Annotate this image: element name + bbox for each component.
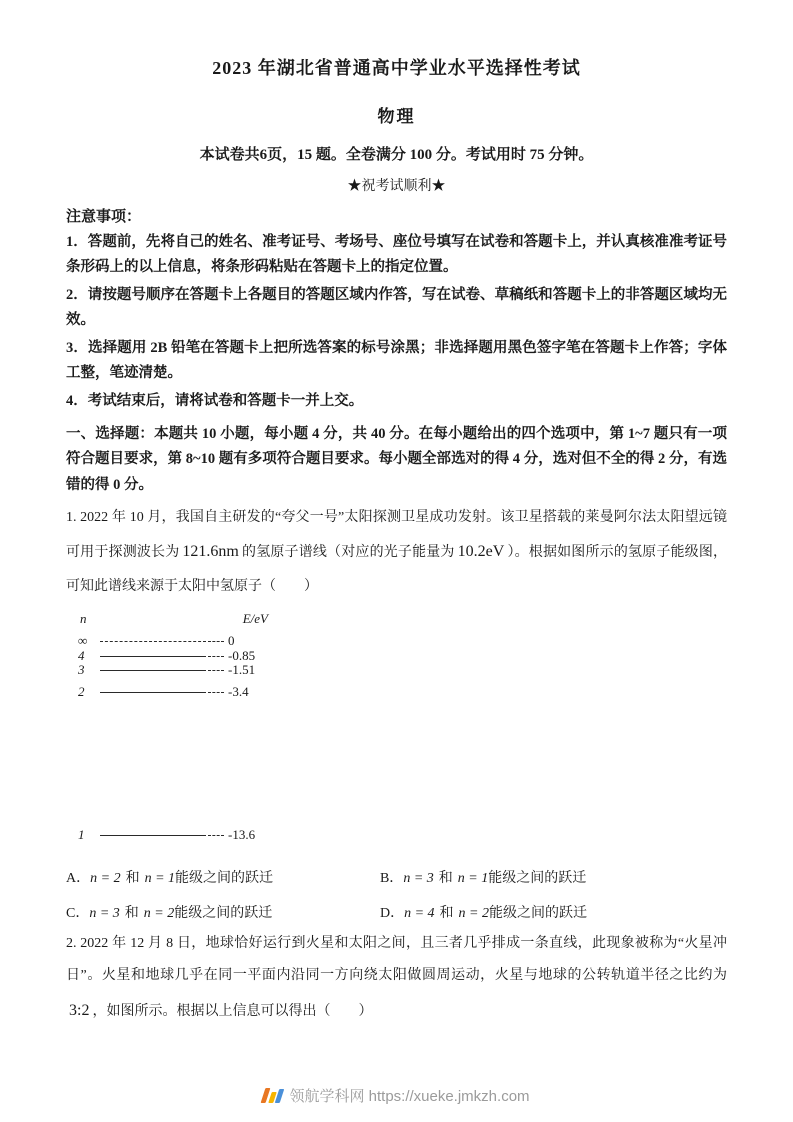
notice-title: 注意事项：: [66, 209, 142, 225]
site-footer: [0, 1085, 793, 1106]
exam-info-line: 本试卷共6页，15 题。全卷满分 100 分。考试用时 75 分钟。: [199, 147, 594, 163]
level-energy-label: -0.85: [228, 648, 256, 664]
question-1-text: ）。根据如图所示的氢原子能级图，可知此谱线来源于太阳中氢原子（ ）: [66, 545, 728, 595]
question-2-text: ，如图所示。根据以上信息可以得出（ ）: [92, 1003, 373, 1019]
level-n-label: 4: [78, 648, 85, 664]
level-connector-dash: [208, 670, 224, 671]
section-heading-choice: 一、选择题：本题共 10 小题，每小题 4 分，共 40 分。在每小题给出的四个选项中，第 1~7 题只有一项符合题目要求，第 8~10 题有多项符合题目要求。每小题全部选对的得 4 分，选对但不全的得 2 分，有选错的得 0 分。: [66, 425, 727, 493]
question-1-options: [66, 867, 694, 922]
footer-site-link[interactable]: 领航学科网 https://xueke.jmkzh.com: [289, 1088, 530, 1105]
level-n-label: 3: [78, 662, 85, 678]
level-n-label: 2: [78, 684, 85, 700]
energy-level-row-2: [78, 684, 270, 700]
level-n-label: 1: [78, 827, 85, 843]
level-line: [100, 641, 206, 642]
axis-label-e-ev: E/eV: [242, 611, 268, 627]
option-d: D．n = 4 和 n = 2能级之间的跃迁: [379, 906, 587, 922]
level-line: [100, 656, 206, 657]
option-label: A．: [66, 871, 91, 887]
level-energy-label: -1.51: [228, 662, 256, 678]
option-label: B．: [379, 871, 404, 887]
notice-item-4: 4．考试结束后，请将试卷和答题卡一并上交。: [66, 392, 364, 409]
level-energy-label: -13.6: [228, 827, 256, 843]
inline-formula-wavelength: 121.6nm: [182, 543, 239, 561]
exam-subject: 物理: [377, 107, 416, 126]
question-1: [66, 502, 727, 603]
option-label: C．: [66, 906, 90, 922]
question-1-text: 1. 2022 年 10 月，我国自主研发的“夸父一号”太阳探测卫星成功发射。该卫星搭载的莱曼阿尔法太阳望远镜可用于探测波长为: [66, 510, 727, 561]
level-energy-label: 0: [228, 633, 235, 649]
level-n-label: ∞: [78, 633, 88, 649]
site-logo: [263, 1088, 282, 1103]
option-label: D．: [379, 906, 405, 922]
option-a: A．n = 2 和 n = 1能级之间的跃迁: [66, 871, 274, 887]
hydrogen-energy-level-diagram: [78, 611, 270, 853]
level-connector-dash: [208, 641, 224, 642]
level-line: [100, 670, 206, 671]
logo-bar-3: [275, 1089, 285, 1103]
notice-item-3: 3．选择题用 2B 铅笔在答题卡上把所选答案的标号涂黑；非选择题用黑色签字笔在答题卡上作答；字体工整，笔迹清楚。: [66, 339, 727, 381]
level-energy-label: -3.4: [228, 684, 249, 700]
question-2-text: 2. 2022 年 12 月 8 日，地球恰好运行到火星和太阳之间，且三者几乎排成一条直线，此现象被称为“火星冲日”。火星和地球几乎在同一平面内沿同一方向绕太阳做圆周运动，火星与地球的公转轨道半径之比约为: [66, 936, 727, 984]
exam-wish-line: ★祝考试顺利★: [347, 179, 446, 194]
option-c: C．n = 3 和 n = 2能级之间的跃迁: [66, 906, 273, 922]
axis-label-n: n: [80, 611, 87, 627]
level-connector-dash: [208, 656, 224, 657]
energy-level-row-1: [78, 827, 270, 843]
notice-item-2: 2．请按题号顺序在答题卡上各题目的答题区域内作答，写在试卷、草稿纸和答题卡上的非答题区域均无效。: [66, 286, 727, 328]
level-line: [100, 692, 206, 693]
level-line: [100, 835, 206, 836]
level-connector-dash: [208, 835, 224, 836]
question-1-text: 的氢原子谱线（对应的光子能量为: [241, 545, 455, 561]
inline-formula-photon-energy: 10.2eV: [457, 543, 505, 561]
energy-level-row-infinity: [78, 633, 270, 649]
option-b: B．n = 3 和 n = 1能级之间的跃迁: [379, 871, 587, 887]
question-2: [66, 928, 727, 1029]
inline-formula-ratio: 3:2: [69, 1001, 90, 1019]
exam-title: 2023 年湖北省普通高中学业水平选择性考试: [212, 58, 581, 78]
level-connector-dash: [208, 692, 224, 693]
energy-level-row-3: [78, 662, 270, 678]
notice-item-1: 1．答题前，先将自己的姓名、准考证号、考场号、座位号填写在试卷和答题卡上，并认真核准准考证号条形码上的以上信息，将条形码粘贴在答题卡上的指定位置。: [66, 234, 727, 275]
